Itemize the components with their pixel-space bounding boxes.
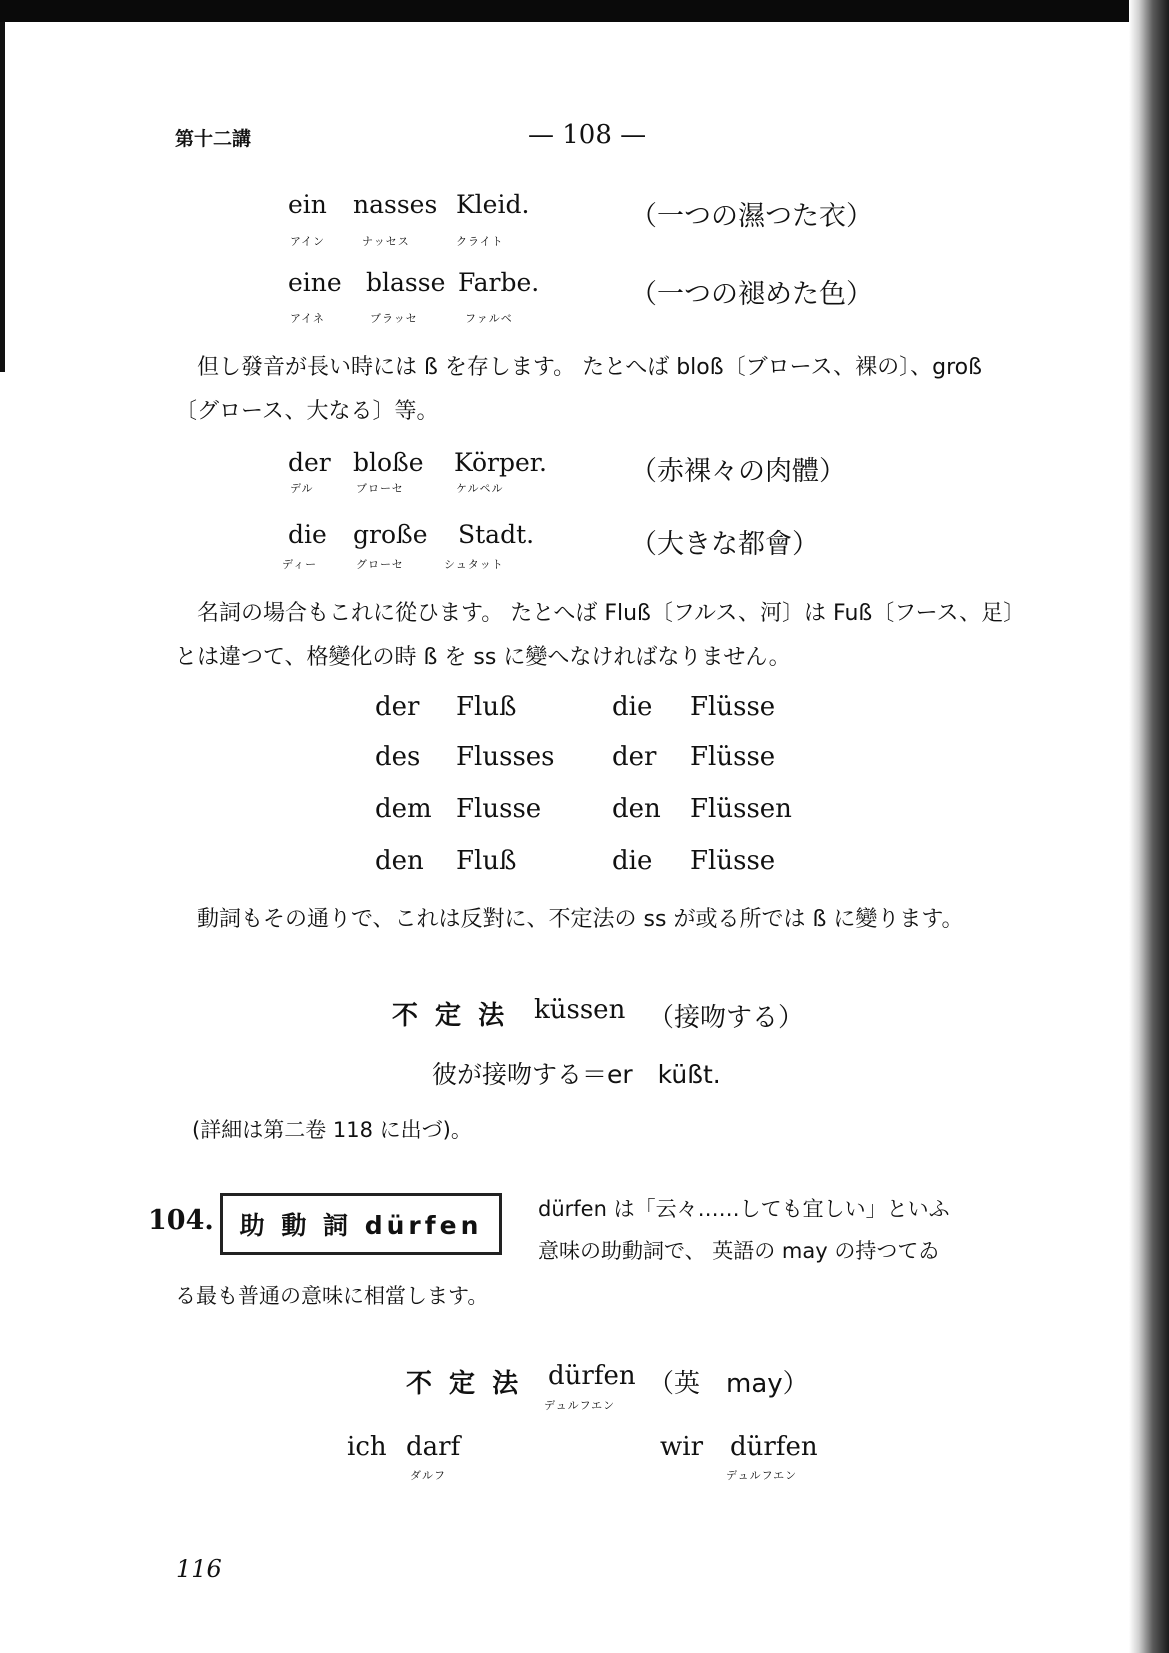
reference-note: (詳細は第二卷 118 に出づ)。: [192, 1118, 472, 1142]
infinitive-word: dürfen: [548, 1361, 636, 1391]
running-page-number: — 108 —: [528, 120, 647, 150]
infinitive-gloss: （接吻する）: [648, 1003, 805, 1033]
ruby-reading: デュルフエン: [726, 1469, 798, 1482]
declension-cell: Flusse: [456, 794, 542, 824]
declension-cell: Fluß: [456, 846, 517, 876]
conjugation-example: 彼が接吻する＝er küßt.: [432, 1060, 721, 1089]
declension-cell: des: [375, 742, 421, 772]
translation-gloss: （大きな都會）: [630, 529, 819, 560]
scan-edge-left: [0, 22, 5, 372]
infinitive-word: küssen: [534, 995, 626, 1025]
lesson-heading: 第十二講: [175, 128, 252, 150]
declension-cell: Flüsse: [690, 692, 776, 722]
translation-gloss: （一つの褪めた色）: [630, 279, 873, 310]
ruby-reading: デル: [290, 482, 314, 495]
ruby-reading: クライト: [456, 235, 504, 248]
declension-cell: Fluß: [456, 692, 517, 722]
example-word: Körper.: [454, 448, 547, 477]
translation-gloss: （一つの濕つた衣）: [630, 201, 873, 232]
example-word: große: [353, 520, 428, 549]
declension-cell: der: [375, 692, 420, 722]
infinitive-gloss: （英 may）: [648, 1369, 809, 1399]
example-word: eine: [288, 268, 342, 297]
section-text-line: る最も普通の意味に相當します。: [175, 1284, 489, 1308]
scan-edge-top: [0, 0, 1169, 22]
ruby-reading: ブラッセ: [370, 312, 418, 325]
section-title-box: 助 動 詞 dürfen: [220, 1193, 502, 1255]
declension-cell: die: [612, 846, 653, 876]
ruby-reading: ケルペル: [456, 482, 504, 495]
ruby-reading: グローセ: [356, 558, 404, 571]
example-word: Farbe.: [458, 268, 540, 297]
declension-cell: Flüssen: [690, 794, 792, 824]
declension-cell: Flusses: [456, 742, 555, 772]
body-paragraph: 但し發音が長い時には ß を存します。 たとへば bloß〔ブロース、裸の〕、groß〔グロース、大なる〕等。: [175, 355, 982, 424]
example-word: Stadt.: [458, 520, 535, 549]
declension-cell: dem: [375, 794, 432, 824]
scan-edge-right: [1129, 0, 1169, 1653]
body-paragraph: 名詞の場合もこれに從ひます。 たとへば Fluß〔フルス、河〕は Fuß〔フース、足〕とは違つて、格變化の時 ß を ss に變へなければなりません。: [175, 601, 1015, 670]
ruby-reading: ファルベ: [465, 312, 513, 325]
declension-cell: den: [612, 794, 661, 824]
infinitive-label: 不 定 法: [406, 1369, 523, 1399]
ruby-reading: アイン: [290, 235, 326, 248]
example-word: ein: [288, 190, 327, 219]
example-word: bloße: [353, 448, 424, 477]
pronoun: ich: [347, 1432, 387, 1462]
example-word: Kleid.: [456, 190, 530, 219]
ruby-reading: ブローセ: [356, 482, 404, 495]
ruby-reading: ダルフ: [410, 1469, 446, 1482]
infinitive-label: 不 定 法: [392, 1001, 509, 1031]
example-word: blasse: [366, 268, 446, 297]
section-number: 104.: [148, 1205, 214, 1236]
ruby-reading: アイネ: [290, 312, 325, 325]
ruby-reading: ナッセス: [362, 235, 410, 248]
section-text-line: 意味の助動詞で、 英語の may の持つてゐ: [538, 1239, 940, 1263]
declension-cell: Flüsse: [690, 846, 776, 876]
ruby-reading: ディー: [282, 558, 318, 571]
example-word: der: [288, 448, 331, 477]
declension-cell: den: [375, 846, 424, 876]
translation-gloss: （赤裸々の肉體）: [630, 456, 846, 487]
declension-cell: der: [612, 742, 657, 772]
page-number: 116: [176, 1555, 222, 1583]
section-text-line: dürfen は「云々……しても宜しい」といふ: [538, 1197, 950, 1221]
example-word: nasses: [353, 190, 438, 219]
body-paragraph: 動詞もその通りで、これは反對に、不定法の ss が或る所では ß に變ります。: [197, 907, 964, 932]
declension-cell: die: [612, 692, 653, 722]
ruby-reading: デュルフエン: [544, 1399, 616, 1412]
verb-form: dürfen: [730, 1432, 818, 1462]
declension-cell: Flüsse: [690, 742, 776, 772]
example-word: die: [288, 520, 327, 549]
verb-form: darf: [406, 1432, 461, 1462]
ruby-reading: シュタット: [444, 558, 504, 571]
pronoun: wir: [660, 1432, 703, 1462]
